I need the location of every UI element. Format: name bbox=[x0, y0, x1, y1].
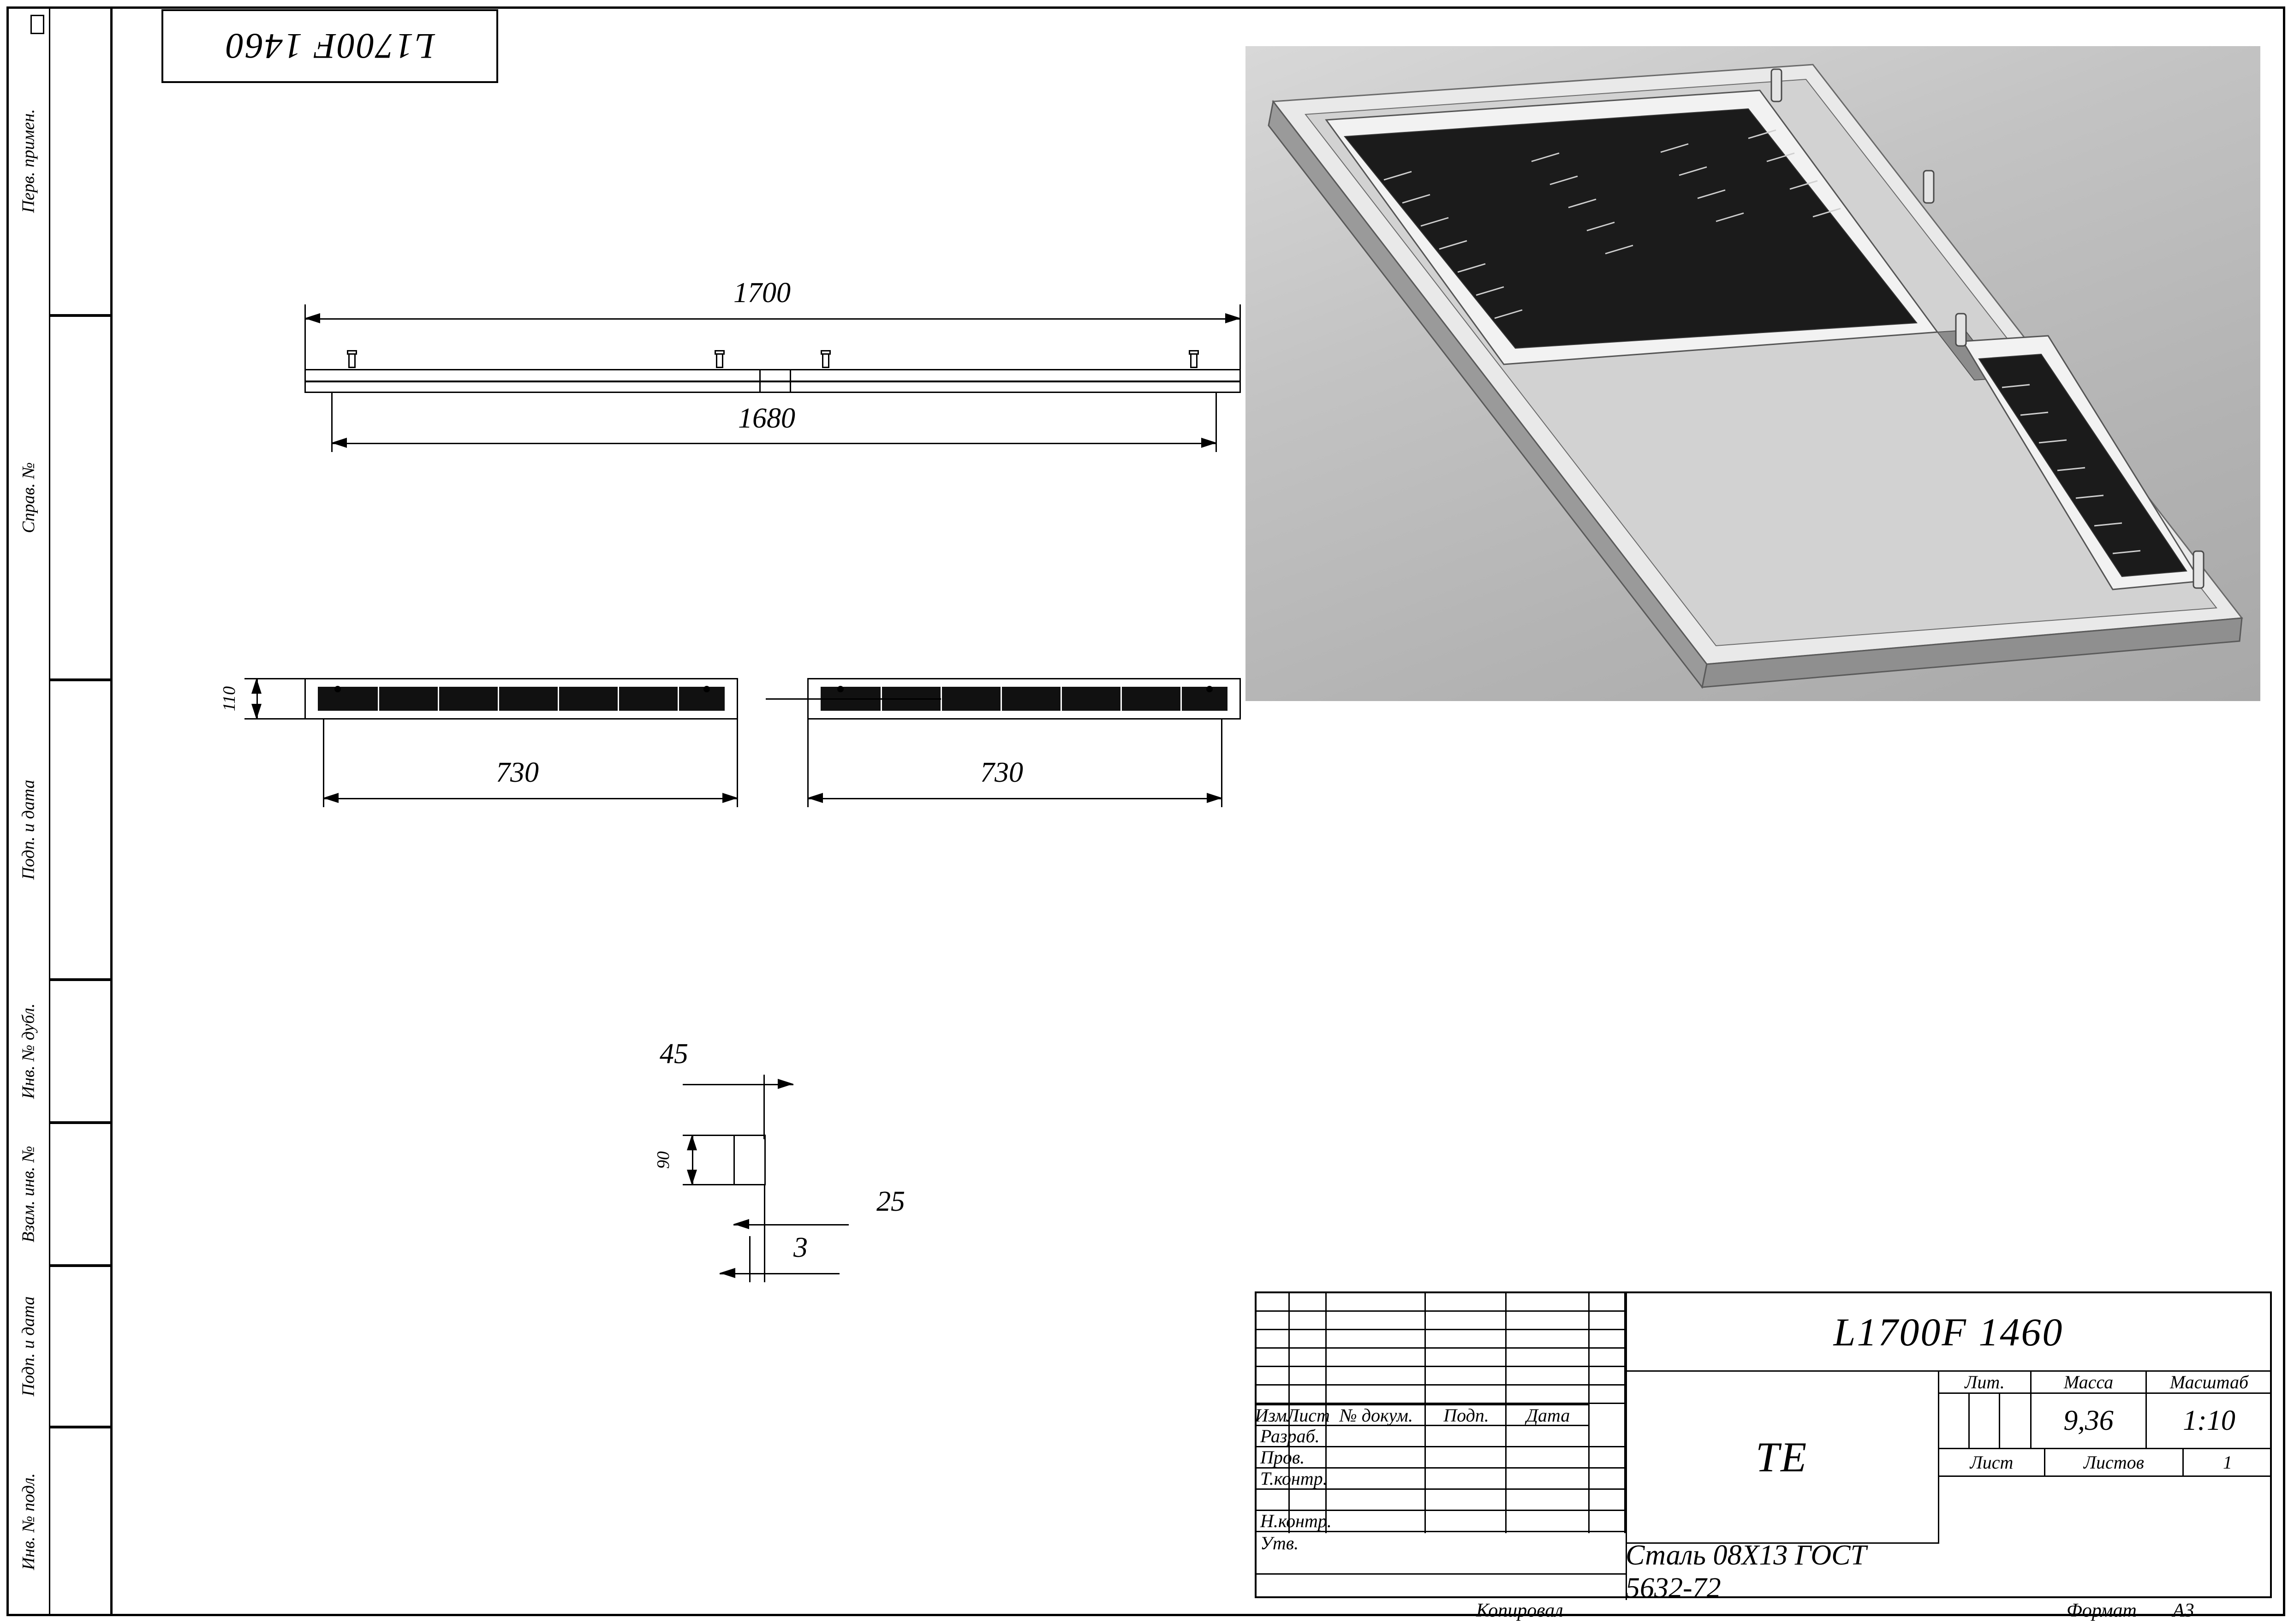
front-view-center-split-right bbox=[790, 369, 791, 393]
footer-format-value: A3 bbox=[2173, 1600, 2194, 1621]
grille-left bbox=[318, 687, 725, 711]
stamp-mass-label: Масса bbox=[2032, 1372, 2147, 1394]
stamp-role-tkontr: Т.контр. bbox=[1257, 1469, 1327, 1490]
dim-ext-right-1680 bbox=[1216, 392, 1217, 452]
dim-arrow-right-730l bbox=[722, 793, 738, 803]
dim-line-1680 bbox=[331, 443, 1217, 444]
dim-arrow-left-1680 bbox=[331, 438, 347, 448]
dim-ext-left-730l bbox=[323, 720, 324, 807]
dim-ext-left-1700 bbox=[304, 304, 306, 374]
side-cell-3 bbox=[50, 680, 113, 980]
dim-arrow-left-730l bbox=[323, 793, 339, 803]
dim-ext-right-730r bbox=[1221, 720, 1222, 807]
title-block bbox=[1255, 1291, 2272, 1604]
side-label-podp-i-data-1: Подп. и дата bbox=[18, 779, 38, 880]
dim-ext-right-1700 bbox=[1239, 304, 1241, 374]
dim-text-45: 45 bbox=[660, 1038, 688, 1070]
section-detail-profile bbox=[733, 1135, 766, 1185]
dim-arrow-right-1700 bbox=[1225, 313, 1241, 323]
dim-arrow-down-110 bbox=[251, 704, 262, 720]
stamp-sheets-value: 1 bbox=[2184, 1449, 2271, 1477]
front-view-center-split-left bbox=[759, 369, 761, 393]
dim-ext-right-730l bbox=[737, 720, 738, 807]
side-label-perv-primen: Перв. примен. bbox=[18, 109, 38, 213]
isometric-render bbox=[1245, 46, 2260, 701]
dim-text-1680: 1680 bbox=[738, 403, 795, 434]
stamp-scale-value: 1:10 bbox=[2147, 1394, 2271, 1449]
dim-text-90: 90 bbox=[653, 1151, 673, 1169]
side-cell-7 bbox=[50, 1427, 113, 1616]
stamp-role-razrab: Разраб. bbox=[1257, 1426, 1327, 1447]
dim-arrow-25 bbox=[733, 1219, 749, 1229]
stamp-col-data: Дата bbox=[1507, 1404, 1590, 1426]
stamp-role-nkontr: Н.контр. bbox=[1257, 1511, 1327, 1532]
stamp-col-list: Лист bbox=[1287, 1404, 1330, 1426]
dim-line-45 bbox=[683, 1084, 793, 1085]
top-view-centerline bbox=[766, 698, 941, 700]
render-svg bbox=[1245, 46, 2260, 701]
stamp-scale-label: Масштаб bbox=[2147, 1372, 2271, 1394]
dim-ext-45 bbox=[763, 1075, 765, 1139]
mount-dot-l1 bbox=[334, 686, 341, 692]
side-label-inv-no-podl: Инв. № подл. bbox=[18, 1473, 38, 1570]
dim-ext-right-3 bbox=[764, 1236, 765, 1282]
top-view-left-section bbox=[304, 678, 738, 720]
stamp-role-empty bbox=[1257, 1490, 1327, 1511]
front-view-slot bbox=[306, 381, 1239, 382]
dim-ext-left-1680 bbox=[331, 392, 333, 452]
dim-text-730-right: 730 bbox=[980, 757, 1023, 788]
side-cell-6 bbox=[50, 1266, 113, 1427]
stamp-sheets-label: Листов bbox=[2045, 1449, 2184, 1477]
stamp-lit-label: Лит. bbox=[1939, 1372, 2032, 1394]
dim-text-1700: 1700 bbox=[733, 277, 791, 309]
dim-arrow-left-730r bbox=[807, 793, 823, 803]
stamp-col-podp: Подп. bbox=[1426, 1404, 1507, 1426]
dim-ext-left-730r bbox=[807, 720, 809, 807]
side-cell-4 bbox=[50, 980, 113, 1123]
stamp-mass-value: 9,36 bbox=[2032, 1394, 2147, 1449]
side-cell-5 bbox=[50, 1123, 113, 1266]
dim-ext-bottom-110 bbox=[244, 718, 304, 720]
dim-arrow-up-90 bbox=[687, 1135, 697, 1150]
dim-arrow-up-110 bbox=[251, 678, 262, 694]
section-detail-tab bbox=[30, 15, 44, 34]
dim-arrow-left-3 bbox=[720, 1268, 735, 1278]
side-cell-2 bbox=[50, 315, 113, 680]
stamp-sheet-label: Лист bbox=[1939, 1449, 2045, 1477]
dim-line-730-left bbox=[323, 798, 738, 799]
dim-text-730-left: 730 bbox=[496, 757, 539, 788]
stamp-col-doc-no: № докум. bbox=[1327, 1404, 1426, 1426]
stamp-designation: TE bbox=[1626, 1372, 1939, 1542]
mount-dot-l2 bbox=[703, 686, 710, 692]
drawing-footer bbox=[1255, 1600, 2272, 1623]
dim-arrow-right-730r bbox=[1207, 793, 1222, 803]
dim-line-25 bbox=[733, 1224, 849, 1225]
mount-dot-r2 bbox=[1206, 686, 1213, 692]
dim-text-110: 110 bbox=[220, 686, 239, 712]
part-number-inverted-label: L1700F 1460 bbox=[225, 26, 435, 66]
dim-line-730-right bbox=[807, 798, 1222, 799]
side-label-sprav-no: Справ. № bbox=[18, 462, 38, 533]
dim-text-25: 25 bbox=[876, 1186, 905, 1217]
dim-text-3: 3 bbox=[793, 1232, 808, 1263]
stud-1 bbox=[348, 352, 356, 368]
dim-ext-left-3 bbox=[749, 1236, 751, 1282]
side-label-podp-i-data-2: Подп. и дата bbox=[18, 1296, 38, 1397]
stud-2 bbox=[716, 352, 723, 368]
stamp-material: Сталь 08Х13 ГОСТ 5632-72 bbox=[1626, 1542, 1939, 1600]
dim-ext-top-90 bbox=[683, 1135, 738, 1136]
stamp-col-izm: Изм. bbox=[1255, 1404, 1292, 1426]
stud-4 bbox=[1190, 352, 1198, 368]
dim-ext-25 bbox=[764, 1185, 765, 1236]
dim-arrow-45 bbox=[778, 1079, 793, 1089]
dim-ext-bottom-90 bbox=[683, 1184, 738, 1185]
side-label-vzam-inv-no: Взам. инв. № bbox=[18, 1146, 38, 1243]
side-cell-1 bbox=[50, 6, 113, 315]
stamp-part-name: L1700F 1460 bbox=[1626, 1293, 2271, 1372]
dim-ext-top-110 bbox=[244, 678, 304, 679]
stamp-role-utv: Утв. bbox=[1260, 1532, 1299, 1553]
dim-arrow-left-1700 bbox=[304, 313, 320, 323]
stamp-role-prov: Пров. bbox=[1257, 1447, 1327, 1469]
dim-arrow-down-90 bbox=[687, 1170, 697, 1185]
footer-format-label: Формат bbox=[2067, 1600, 2137, 1621]
footer-copied-label: Копировал bbox=[1476, 1600, 1563, 1621]
mount-dot-r1 bbox=[837, 686, 844, 692]
dim-line-1700 bbox=[304, 318, 1241, 320]
part-number-box bbox=[161, 9, 498, 83]
dim-line-3 bbox=[720, 1273, 840, 1274]
stud-3 bbox=[822, 352, 829, 368]
dim-arrow-right-1680 bbox=[1201, 438, 1217, 448]
side-label-inv-no-dubl: Инв. № дубл. bbox=[18, 1003, 38, 1099]
front-view bbox=[304, 369, 1241, 393]
